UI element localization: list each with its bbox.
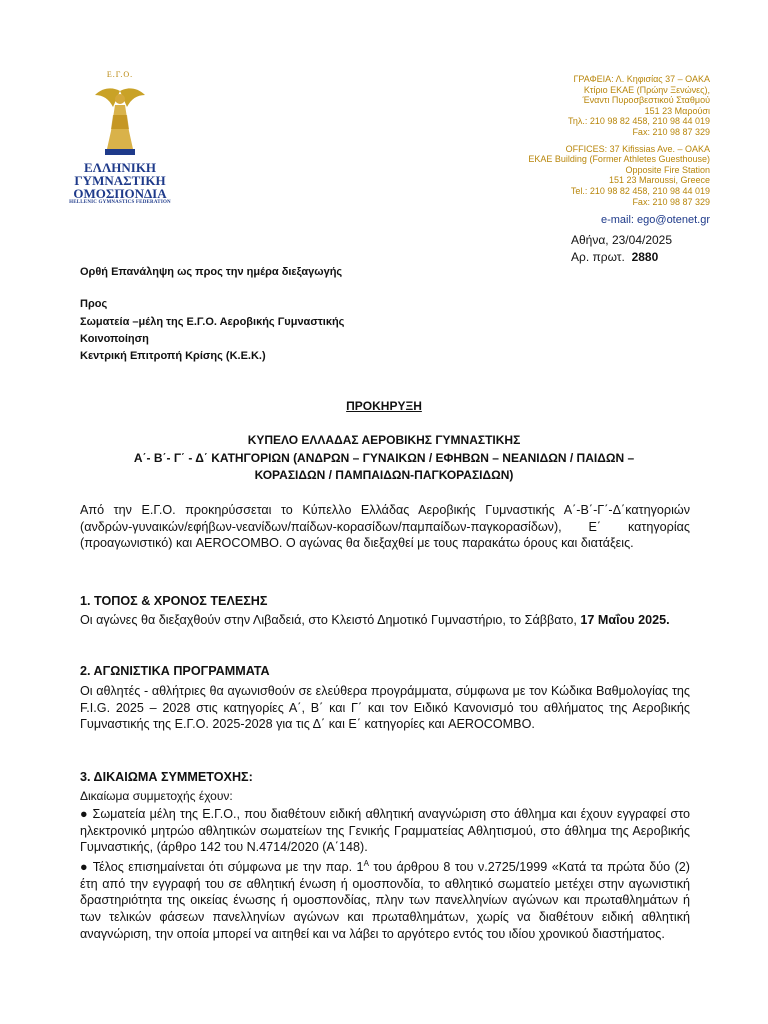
address-line: 151 23 Μαρούσι	[644, 105, 710, 116]
address-line: Fax: 210 98 87 329	[632, 126, 710, 137]
section-1-heading: 1. ΤΟΠΟΣ & ΧΡΟΝΟΣ ΤΕΛΕΣΗΣ	[80, 594, 268, 608]
date-and-protocol	[571, 232, 672, 266]
logo-abbrev: Ε.Γ.Ο.	[106, 70, 134, 79]
section-3-bullet-1: ● Σωματεία μέλη της Ε.Γ.Ο., που διαθέτουν ειδική αθλητική αναγνώριση στο άθλημα και έχουν εγγραφεί στο ηλεκτρονικό μητρώο αθλητικών σωματείων της Γενικής Γραμματείας Αθλητισμού, στο άθλημα της Αεροβικής Γυμναστικής, (άρθρο 142 του Ν.4714/2020 (Α΄148).	[80, 807, 690, 855]
address-line: Fax: 210 98 87 329	[632, 196, 710, 207]
categories-line-2: ΚΟΡΑΣΙΔΩΝ / ΠΑΜΠΑΙΔΩΝ-ΠΑΓΚΟΡΑΣΙΔΩΝ)	[254, 468, 514, 482]
announcement-label: ΠΡΟΚΗΡΥΞΗ	[346, 399, 422, 413]
event-date: 17 Μαΐου 2025.	[580, 613, 670, 627]
federation-logo	[60, 70, 180, 205]
org-name-line-1: ΕΛΛΗΝΙΚΗ	[83, 160, 157, 175]
correction-note: Ορθή Επανάληψη ως προς την ημέρα διεξαγωγής	[80, 266, 343, 278]
address-line: ΓΡΑΦΕΙΑ: Λ. Κηφισίας 37 – ΟΑΚΑ	[573, 74, 710, 84]
org-name-line-2: ΓΥΜΝΑΣΤΙΚΗ	[74, 173, 166, 188]
section-2-text: Οι αθλητές - αθλήτριες θα αγωνισθούν σε ελεύθερα προγράμματα, σύμφωνα με τον Κώδικα Βαθμολογίας της F.I.G. 2025 – 2028 στις κατηγορίες Α΄, Β΄ και Γ΄ και τον Ειδικό Κανονισμό του αθλήματος της Αεροβικής Γυμναστικής της Ε.Γ.Ο. 2025-2028 για τις Δ΄ και Ε΄ κατηγορίες και AEROCOMBO.	[80, 684, 690, 732]
categories-line-1: Α΄- Β΄- Γ΄ - Δ΄ ΚΑΤΗΓΟΡΙΩΝ (ΑΝΔΡΩΝ – ΓΥΝΑΙΚΩΝ / ΕΦΗΒΩΝ – ΝΕΑΝΙΔΩΝ / ΠΑΙΔΩΝ –	[133, 451, 635, 465]
protocol-value: 2880	[631, 250, 659, 264]
protocol-label: Αρ. πρωτ.	[571, 250, 625, 264]
protocol-number	[571, 249, 672, 266]
cc-recipient: Κεντρική Επιτροπή Κρίσης (Κ.Ε.Κ.)	[80, 350, 266, 362]
address-line: OFFICES: 37 Kifissias Ave. – OAKA	[565, 143, 710, 154]
recipient-label: Προς	[80, 298, 108, 310]
section-2-heading: 2. ΑΓΩΝΙΣΤΙΚΑ ΠΡΟΓΡΑΜΜΑΤΑ	[80, 664, 270, 678]
intro-paragraph: Από την Ε.Γ.Ο. προκηρύσσεται το Κύπελλο Ελλάδας Αεροβικής Γυμναστικής Α΄-Β΄-Γ΄-Δ΄κατηγοριών (ανδρών-γυναικών/εφήβων-νεανίδων/παίδων-κορασίδων/παμπαίδων-παγκορασίδων), Ε΄ κατηγορίας (προαγωνιστικό) και AEROCOMBO. Ο αγώνας θα διεξαχθεί με τους παρακάτω όρους και διατάξεις.	[80, 503, 690, 551]
section-1-body: Οι αγώνες θα διεξαχθούν στην Λιβαδειά, στο Κλειστό Δημοτικό Γυμναστήριο, το Σάββατο,	[80, 613, 577, 627]
address-block	[528, 74, 710, 207]
email-address: e-mail: ego@otenet.gr	[600, 214, 710, 226]
superscript: Α	[363, 859, 369, 868]
address-line: Opposite Fire Station	[625, 164, 710, 175]
announcement-label-wrap	[80, 399, 688, 413]
bullet-2-start: ● Τέλος επισημαίνεται ότι σύμφωνα με την παρ. 1	[80, 860, 364, 875]
winged-victory-icon	[89, 85, 151, 159]
address-line: 151 23 Maroussi, Greece	[608, 175, 710, 186]
document-date: Αθήνα, 23/04/2025	[571, 233, 673, 247]
address-line: EKAE Building (Former Athletes Guesthouse)	[528, 154, 710, 165]
org-name-english: HELLENIC GYMNASTICS FEDERATION	[69, 200, 171, 205]
bullet-2-rest: του άρθρου 8 του ν.2725/1999 «Κατά τα πρώτα δύο (2) έτη από την εγγραφή του σε αθλητική ένωση ή ομοσπονδία, το αθλητικό σωματείο μετέχει στην αγωνιστική δραστηριότητα της οικείας ένωσης ή ομοσπονδίας, πλην των πανελληνίων αγώνων και πρωταθλημάτων ή των τελικών φάσεων πανελληνίων αγώνων και πρωταθλημάτων, χωρίς να διαθέτουν ειδική αθλητική αναγνώριση, την οποία μπορεί να αιτηθεί και να λάβει το αργότερο εντός του ιδίου χρονικού διαστήματος.	[80, 860, 690, 941]
recipient: Σωματεία –μέλη της Ε.Γ.Ο. Αεροβικής Γυμναστικής	[80, 316, 345, 328]
section-1-text	[80, 612, 690, 629]
section-3-subtitle: Δικαίωμα συμμετοχής έχουν:	[80, 789, 233, 803]
cc-label: Κοινοποίηση	[80, 333, 149, 345]
address-line: Tel.: 210 98 82 458, 210 98 44 019	[570, 185, 710, 196]
section-3-heading: 3. ΔΙΚΑΙΩΜΑ ΣΥΜΜΕΤΟΧΗΣ:	[80, 770, 253, 784]
address-line: Έναντι Πυροσβεστικού Σταθμού	[582, 95, 710, 106]
org-name-line-3: ΟΜΟΣΠΟΝΔΙΑ	[73, 186, 167, 201]
section-3-bullet-2	[80, 856, 690, 942]
competition-title: ΚΥΠΕΛΟ ΕΛΛΑΔΑΣ ΑΕΡΟΒΙΚΗΣ ΓΥΜΝΑΣΤΙΚΗΣ	[247, 433, 521, 447]
address-line: Κτίριο ΕΚΑΕ (Πρώην Ξενώνες),	[583, 84, 710, 95]
address-line: Τηλ.: 210 98 82 458, 210 98 44 019	[568, 116, 710, 127]
